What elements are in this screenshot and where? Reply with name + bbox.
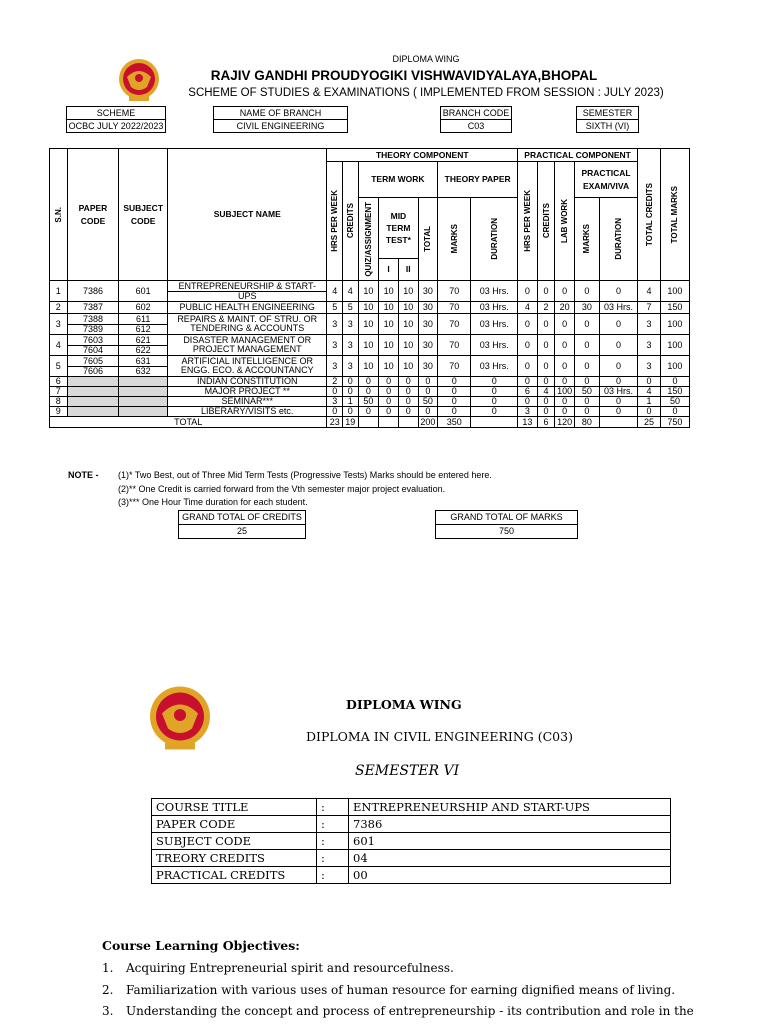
duration-header: DURATION — [489, 218, 499, 260]
value-cell: 0 — [537, 407, 555, 417]
value-cell: 3 — [343, 314, 359, 335]
value-cell: 70 — [438, 302, 471, 314]
paper-code-header: PAPER CODE — [67, 149, 119, 281]
value-cell: 4 — [327, 281, 343, 302]
sn-cell: 2 — [50, 302, 68, 314]
sn-cell: 8 — [50, 397, 68, 407]
value-cell: 0 — [574, 335, 599, 356]
cell-line: TENDERING & ACCOUNTS — [190, 323, 305, 333]
value-cell: 50 — [418, 397, 438, 407]
subject-name-cell — [168, 281, 327, 302]
value-cell: 7 — [638, 302, 661, 314]
note-line-2: (2)** One Credit is carried forward from the Vth semester major project evaluation. — [118, 484, 446, 494]
total-row — [50, 417, 690, 428]
value-cell: 0 — [398, 387, 418, 397]
value-cell: 0 — [438, 407, 471, 417]
value-cell: 0 — [599, 356, 637, 377]
value-cell: 10 — [379, 356, 399, 377]
subject-code-header: SUBJECT CODE — [119, 149, 168, 281]
value-cell: 03 Hrs. — [471, 314, 518, 335]
subject-code-cell — [119, 302, 168, 314]
grand-total-credits-box — [178, 510, 306, 539]
paper-code-cell — [67, 407, 119, 417]
value-cell: 4 — [638, 281, 661, 302]
paper-code-cell — [67, 397, 119, 407]
value-cell: 10 — [379, 302, 399, 314]
value-cell: 0 — [555, 407, 575, 417]
subject-name-cell — [168, 407, 327, 417]
value-cell: 0 — [555, 397, 575, 407]
value-cell: 50 — [574, 387, 599, 397]
value-cell: 0 — [599, 314, 637, 335]
theory-paper-header: THEORY PAPER — [438, 162, 518, 198]
value-cell: 0 — [518, 335, 538, 356]
scheme-body — [50, 281, 690, 428]
table-row — [50, 356, 690, 377]
total-value-cell: 80 — [574, 417, 599, 428]
value-cell: 5 — [343, 302, 359, 314]
total-value-cell — [471, 417, 518, 428]
total-value-cell: 19 — [343, 417, 359, 428]
value-cell: 0 — [471, 407, 518, 417]
value-cell: 150 — [660, 387, 689, 397]
value-cell: 0 — [638, 407, 661, 417]
scheme-value: OCBC JULY 2022/2023 — [68, 121, 164, 131]
value-cell: 100 — [660, 356, 689, 377]
total-value-cell — [379, 417, 399, 428]
total-value-cell: 6 — [537, 417, 555, 428]
value-cell: 0 — [555, 281, 575, 302]
course-row: TREORY CREDITS : 04 — [152, 850, 671, 867]
grand-total-marks-box — [435, 510, 578, 539]
table-row — [50, 281, 690, 302]
value-cell: 10 — [358, 356, 379, 377]
value-cell: 30 — [418, 281, 438, 302]
scheme-label: SCHEME — [96, 108, 136, 118]
value-cell: 0 — [379, 407, 399, 417]
note-line-1: (1)* Two Best, out of Three Mid Term Tests (Progressive Tests) Marks should be entered here. — [118, 470, 492, 480]
cell-line: 621 — [135, 334, 151, 345]
value-cell: 0 — [438, 377, 471, 387]
value-cell: 0 — [555, 314, 575, 335]
value-cell: 1 — [638, 397, 661, 407]
value-cell: 100 — [660, 314, 689, 335]
value-cell: 0 — [327, 387, 343, 397]
p-credits-header: CREDITS — [541, 203, 551, 239]
sn-cell: 9 — [50, 407, 68, 417]
value-cell: 0 — [555, 377, 575, 387]
value-cell: 10 — [398, 314, 418, 335]
course-row: SUBJECT CODE : 601 — [152, 833, 671, 850]
table-row — [50, 314, 690, 335]
subject-code-cell — [119, 397, 168, 407]
cell-line: REPAIRS & MAINT. OF STRU. OR — [177, 314, 318, 324]
subject-name-cell — [168, 335, 327, 356]
sn-header: S.N. — [53, 206, 63, 223]
cell-line: 601 — [135, 285, 151, 296]
credits-header: CREDITS — [345, 203, 355, 239]
value-cell: 2 — [537, 302, 555, 314]
value-cell: 70 — [438, 335, 471, 356]
value-cell: 0 — [379, 397, 399, 407]
total-value-cell — [599, 417, 637, 428]
total-value-cell: 120 — [555, 417, 575, 428]
value-cell: 0 — [518, 281, 538, 302]
total-value-cell: 200 — [418, 417, 438, 428]
scheme-line: SCHEME OF STUDIES & EXAMINATIONS ( IMPLEMENTED FROM SESSION : JULY 2023) — [188, 87, 664, 99]
value-cell: 5 — [327, 302, 343, 314]
value-cell: 0 — [379, 387, 399, 397]
course-row: PRACTICAL CREDITS : 00 — [152, 867, 671, 884]
value-cell: 0 — [327, 407, 343, 417]
value-cell: 0 — [555, 356, 575, 377]
subject-name-cell — [168, 397, 327, 407]
value-cell: 10 — [358, 335, 379, 356]
value-cell: 0 — [537, 356, 555, 377]
cell-line: INDIAN CONSTITUTION — [196, 376, 298, 386]
value-cell: 6 — [518, 387, 538, 397]
lab-work-header: LAB WORK — [560, 199, 570, 243]
value-cell: 30 — [574, 302, 599, 314]
value-cell: 10 — [398, 281, 418, 302]
value-cell: 0 — [599, 407, 637, 417]
value-cell: 03 Hrs. — [471, 281, 518, 302]
course-semester: SEMESTER VI — [355, 763, 460, 779]
value-cell: 03 Hrs. — [599, 387, 637, 397]
value-cell: 30 — [418, 302, 438, 314]
value-cell: 0 — [418, 377, 438, 387]
total-label: TOTAL — [50, 417, 327, 428]
tw-total-header: TOTAL — [423, 226, 433, 252]
value-cell: 03 Hrs. — [599, 302, 637, 314]
term-work-header: TERM WORK — [358, 162, 438, 198]
value-cell: 0 — [438, 387, 471, 397]
course-row: PAPER CODE : 7386 — [152, 816, 671, 833]
cell-line: DISASTER MANAGEMENT OR — [183, 335, 312, 345]
value-cell: 0 — [358, 407, 379, 417]
objective-3: 3. Understanding the concept and process of entrepreneurship - its contribution and role in the — [102, 1004, 694, 1018]
value-cell: 0 — [518, 314, 538, 335]
value-cell: 4 — [518, 302, 538, 314]
table-row — [50, 335, 690, 356]
value-cell: 3 — [518, 407, 538, 417]
mid-i-header: I — [379, 259, 399, 281]
value-cell: 10 — [358, 302, 379, 314]
cell-line: 7604 — [68, 345, 119, 355]
value-cell: 10 — [379, 281, 399, 302]
quiz-header: QUIZ/ASSIGNMENT — [363, 201, 373, 277]
value-cell: 0 — [574, 407, 599, 417]
subject-code-cell — [119, 387, 168, 397]
cell-line: 7603 — [82, 334, 103, 345]
mid-term-header: MID TERM TEST* — [379, 198, 418, 259]
cell-line: SEMINAR*** — [221, 396, 273, 406]
value-cell: 3 — [638, 335, 661, 356]
note-line-3: (3)*** One Hour Time duration for each student. — [118, 497, 308, 507]
branch-name-box — [213, 106, 348, 133]
objectives-heading: Course Learning Objectives: — [102, 938, 300, 953]
objective-2: 2. Familiarization with various uses of human resource for earning dignified means of living. — [102, 983, 676, 997]
value-cell: 0 — [660, 407, 689, 417]
mid-ii-header: II — [398, 259, 418, 281]
branch-code-label: BRANCH CODE — [442, 108, 510, 118]
cell-line: 7386 — [82, 285, 103, 296]
value-cell: 50 — [660, 397, 689, 407]
p-hrs-header: HRS PER WEEK — [522, 190, 532, 252]
cell-line: MAJOR PROJECT ** — [204, 386, 290, 396]
value-cell: 0 — [599, 335, 637, 356]
value-cell: 0 — [398, 397, 418, 407]
cell-line: 7606 — [68, 366, 119, 376]
subject-code-cell — [119, 356, 168, 377]
hrs-per-week-header: HRS PER WEEK — [330, 190, 340, 252]
value-cell: 100 — [660, 335, 689, 356]
value-cell: 4 — [638, 387, 661, 397]
sn-cell: 7 — [50, 387, 68, 397]
total-marks-header: TOTAL MARKS — [670, 185, 680, 244]
sn-cell: 3 — [50, 314, 68, 335]
value-cell: 0 — [537, 377, 555, 387]
subject-code-cell — [119, 281, 168, 302]
semester-value: SIXTH (VI) — [577, 119, 638, 132]
value-cell: 0 — [537, 397, 555, 407]
value-cell: 0 — [574, 281, 599, 302]
semester-label: SEMESTER — [582, 108, 633, 118]
grand-total-credits-label: GRAND TOTAL OF CREDITS — [182, 512, 302, 522]
value-cell: 3 — [343, 335, 359, 356]
objective-1: 1. Acquiring Entrepreneurial spirit and resourcefulness. — [102, 961, 454, 975]
subject-name-cell — [168, 387, 327, 397]
value-cell: 0 — [471, 387, 518, 397]
value-cell: 0 — [518, 397, 538, 407]
total-value-cell — [358, 417, 379, 428]
value-cell: 0 — [343, 407, 359, 417]
table-row — [50, 302, 690, 314]
subject-code-cell — [119, 377, 168, 387]
value-cell: 3 — [327, 335, 343, 356]
total-value-cell: 13 — [518, 417, 538, 428]
sn-cell: 5 — [50, 356, 68, 377]
theory-component-header: THEORY COMPONENT — [327, 149, 518, 162]
value-cell: 30 — [418, 335, 438, 356]
value-cell: 0 — [599, 281, 637, 302]
value-cell: 10 — [398, 335, 418, 356]
value-cell: 10 — [358, 314, 379, 335]
sn-cell: 1 — [50, 281, 68, 302]
cell-line: 7387 — [82, 302, 103, 312]
practical-component-header: PRACTICAL COMPONENT — [518, 149, 638, 162]
value-cell: 0 — [599, 397, 637, 407]
table-row — [50, 407, 690, 417]
value-cell: 70 — [438, 281, 471, 302]
value-cell: 0 — [418, 387, 438, 397]
p-marks-header: MARKS — [582, 224, 592, 254]
sn-cell: 6 — [50, 377, 68, 387]
value-cell: 03 Hrs. — [471, 356, 518, 377]
branch-code-box — [440, 106, 512, 133]
subject-code-cell — [119, 314, 168, 335]
value-cell: 0 — [574, 314, 599, 335]
value-cell: 4 — [343, 281, 359, 302]
value-cell: 0 — [574, 397, 599, 407]
value-cell: 0 — [471, 397, 518, 407]
branch-name-value: CIVIL ENGINEERING — [214, 119, 347, 132]
cell-line: 612 — [119, 324, 167, 334]
course-row: COURSE TITLE : ENTREPRENEURSHIP AND START-UPS — [152, 799, 671, 816]
table-row — [50, 377, 690, 387]
total-value-cell: 750 — [660, 417, 689, 428]
value-cell: 1 — [343, 397, 359, 407]
subject-code-cell — [119, 335, 168, 356]
value-cell: 70 — [438, 356, 471, 377]
subject-code-cell — [119, 407, 168, 417]
value-cell: 0 — [537, 335, 555, 356]
paper-code-cell — [67, 302, 119, 314]
value-cell: 0 — [537, 281, 555, 302]
paper-code-cell — [67, 281, 119, 302]
course-wing: DIPLOMA WING — [346, 697, 462, 712]
subject-name-cell — [168, 302, 327, 314]
value-cell: 03 Hrs. — [471, 302, 518, 314]
cell-line: 602 — [135, 302, 151, 312]
paper-code-cell — [67, 314, 119, 335]
grand-total-marks-value: 750 — [436, 524, 577, 538]
cell-line: PUBLIC HEALTH ENGINEERING — [179, 302, 315, 312]
wing-label: DIPLOMA WING — [392, 54, 460, 64]
scheme-table — [49, 148, 690, 428]
cell-line: 7388 — [82, 313, 103, 324]
subject-name-cell — [168, 356, 327, 377]
value-cell: 0 — [537, 314, 555, 335]
total-value-cell — [398, 417, 418, 428]
value-cell: 0 — [418, 407, 438, 417]
table-row — [50, 387, 690, 397]
cell-line: 631 — [135, 355, 151, 366]
value-cell: 0 — [518, 377, 538, 387]
value-cell: 70 — [438, 314, 471, 335]
value-cell: 100 — [555, 387, 575, 397]
cell-line: ARTIFICIAL INTELLIGENCE OR — [181, 356, 313, 366]
total-value-cell: 23 — [327, 417, 343, 428]
value-cell: 3 — [638, 314, 661, 335]
table-row — [50, 397, 690, 407]
cell-line: ENGG. ECO. & ACCOUNTANCY — [180, 365, 314, 375]
value-cell: 0 — [379, 377, 399, 387]
value-cell: 3 — [327, 397, 343, 407]
cell-line: UPS — [168, 291, 326, 301]
note-label: NOTE - — [68, 470, 99, 480]
paper-code-cell — [67, 356, 119, 377]
total-value-cell: 350 — [438, 417, 471, 428]
cell-line: 7389 — [68, 324, 119, 334]
cell-line: 622 — [119, 345, 167, 355]
value-cell: 0 — [438, 397, 471, 407]
university-logo-2 — [147, 680, 213, 756]
value-cell: 0 — [574, 356, 599, 377]
value-cell: 0 — [471, 377, 518, 387]
cell-line: 611 — [136, 313, 151, 324]
subject-name-cell — [168, 377, 327, 387]
course-program: DIPLOMA IN CIVIL ENGINEERING (C03) — [306, 729, 573, 744]
value-cell: 0 — [358, 377, 379, 387]
value-cell: 30 — [418, 314, 438, 335]
value-cell: 50 — [358, 397, 379, 407]
cell-line: ENTREPRENEURSHIP & START- — [178, 280, 316, 291]
value-cell: 0 — [660, 377, 689, 387]
total-credits-header: TOTAL CREDITS — [644, 182, 654, 247]
p-duration-header: DURATION — [613, 218, 623, 260]
value-cell: 3 — [638, 356, 661, 377]
value-cell: 10 — [379, 314, 399, 335]
value-cell: 30 — [418, 356, 438, 377]
value-cell: 100 — [660, 281, 689, 302]
paper-code-cell — [67, 387, 119, 397]
value-cell: 0 — [518, 356, 538, 377]
scheme-box — [66, 106, 166, 133]
value-cell: 4 — [537, 387, 555, 397]
branch-name-label: NAME OF BRANCH — [239, 108, 322, 118]
value-cell: 10 — [379, 335, 399, 356]
value-cell: 3 — [343, 356, 359, 377]
cell-line: LIBERARY/VISITS etc. — [201, 406, 294, 416]
value-cell: 3 — [327, 314, 343, 335]
university-title: RAJIV GANDHI PROUDYOGIKI VISHWAVIDYALAYA,BHOPAL — [210, 68, 598, 83]
grand-total-marks-label: GRAND TOTAL OF MARKS — [450, 512, 563, 522]
total-value-cell: 25 — [638, 417, 661, 428]
value-cell: 0 — [343, 387, 359, 397]
value-cell: 0 — [398, 407, 418, 417]
practical-exam-header: PRACTICAL EXAM/VIVA — [574, 162, 637, 198]
value-cell: 0 — [398, 377, 418, 387]
value-cell: 10 — [358, 281, 379, 302]
value-cell: 10 — [398, 302, 418, 314]
marks-header: MARKS — [449, 224, 459, 254]
value-cell: 150 — [660, 302, 689, 314]
grand-total-credits-value: 25 — [179, 524, 305, 538]
value-cell: 20 — [555, 302, 575, 314]
value-cell: 03 Hrs. — [471, 335, 518, 356]
value-cell: 0 — [555, 335, 575, 356]
value-cell: 0 — [343, 377, 359, 387]
value-cell: 0 — [358, 387, 379, 397]
sn-cell: 4 — [50, 335, 68, 356]
branch-code-value: C03 — [441, 119, 511, 132]
value-cell: 3 — [327, 356, 343, 377]
value-cell: 10 — [398, 356, 418, 377]
value-cell: 0 — [638, 377, 661, 387]
semester-box — [576, 106, 639, 133]
value-cell: 2 — [327, 377, 343, 387]
cell-line: PROJECT MANAGEMENT — [192, 344, 302, 354]
cell-line: 632 — [119, 366, 167, 376]
paper-code-cell — [67, 377, 119, 387]
cell-line: 7605 — [82, 355, 103, 366]
subject-name-cell — [168, 314, 327, 335]
subject-name-header: SUBJECT NAME — [168, 149, 327, 281]
value-cell: 0 — [599, 377, 637, 387]
paper-code-cell — [67, 335, 119, 356]
course-info-table — [151, 798, 671, 884]
value-cell: 0 — [574, 377, 599, 387]
